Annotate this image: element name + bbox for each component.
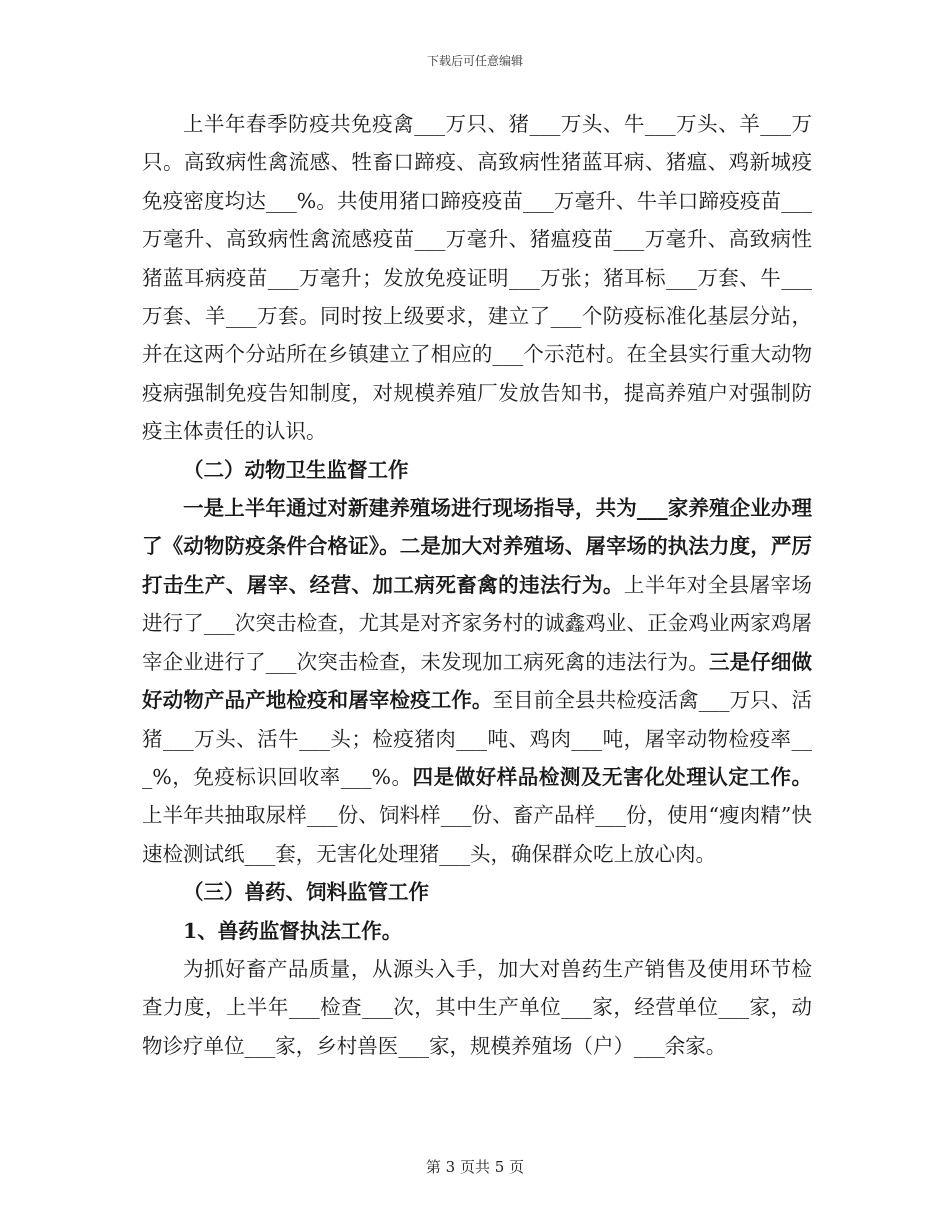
heading-text: （二）动物卫生监督工作 <box>183 457 409 482</box>
section-heading-animal-health <box>142 451 812 489</box>
heading-text: （三）兽药、饲料监管工作 <box>183 880 429 905</box>
paragraph-immunization <box>142 105 812 451</box>
bold-run: 四是做好样品检测及无害化处理认定工作。 <box>412 764 812 789</box>
section-heading-vet-drugs-feed <box>142 873 812 911</box>
text-run: 上半年共抽取尿样___份、饲料样___份、畜产品样___份，使用“瘦肉精”快速检测试纸___套，无害化处理猪___头，确保群众吃上放心肉。 <box>142 803 812 866</box>
paragraph-text: 为抓好畜产品质量，从源头入手，加大对兽药生产销售及使用环节检查力度，上半年___检查___次，其中生产单位___家，经营单位___家，动物诊疗单位___家，乡村兽医___家，规模养殖场（户）___余家。 <box>142 956 812 1058</box>
paragraph-text: 上半年春季防疫共免疫禽___万只、猪___万头、牛___万头、羊___万只。高致病性禽流感、牲畜口蹄疫、高致病性猪蓝耳病、猪瘟、鸡新城疫免疫密度均达___%。共使用猪口蹄疫疫苗___万毫升、牛羊口蹄疫疫苗___万毫升、高致病性禽流感疫苗___万毫升、猪瘟疫苗___万毫升、高致病性猪蓝耳病疫苗___万毫升；发放免疫证明___万张；猪耳标___万套、牛___万套、羊___万套。同时按上级要求，建立了___个防疫标准化基层分站，并在这两个分站所在乡镇建立了相应的___个示范村。在全县实行重大动物疫病强制免疫告知制度，对规模养殖厂发放告知书，提高养殖户对强制防疫主体责任的认识。 <box>142 112 812 444</box>
paragraph-vet-drug-inspection <box>142 950 812 1065</box>
paragraph-supervision <box>142 489 812 873</box>
bold-run: 一是上半年通过对新建养殖场进行现场指导，共为___家养殖企业办理了《动物防疫条件合格证》。二是加大对养殖场、屠宰场的执法力度，严厉打击生产、屠宰、经营、加工病死畜禽的违法行为。 <box>142 496 812 597</box>
text-run: 上半年对全县屠宰场进行了___次突击检查，尤其是对齐家务村的诚鑫鸡业、正金鸡业两家鸡屠宰企业进行了___次突击检查，未发现加工病死禽的违法行为。 <box>142 572 813 674</box>
page-header: 下载后可任意编辑 <box>426 54 523 68</box>
heading-text: 1、兽药监督执法工作。 <box>183 918 403 943</box>
page-footer: 第 3 页共 5 页 <box>425 1158 525 1176</box>
document-body <box>142 105 812 1065</box>
bold-run: 三是仔细做好动物产品产地检疫和屠宰检疫工作。 <box>142 649 812 713</box>
subsection-heading-vet-drug-enforcement <box>142 912 812 950</box>
text-run: 至目前全县共检疫活禽___万只、活猪___万头、活牛___头；检疫猪肉___吨、鸡肉___吨，屠宰动物检疫率___%，免疫标识回收率___%。 <box>142 688 813 789</box>
